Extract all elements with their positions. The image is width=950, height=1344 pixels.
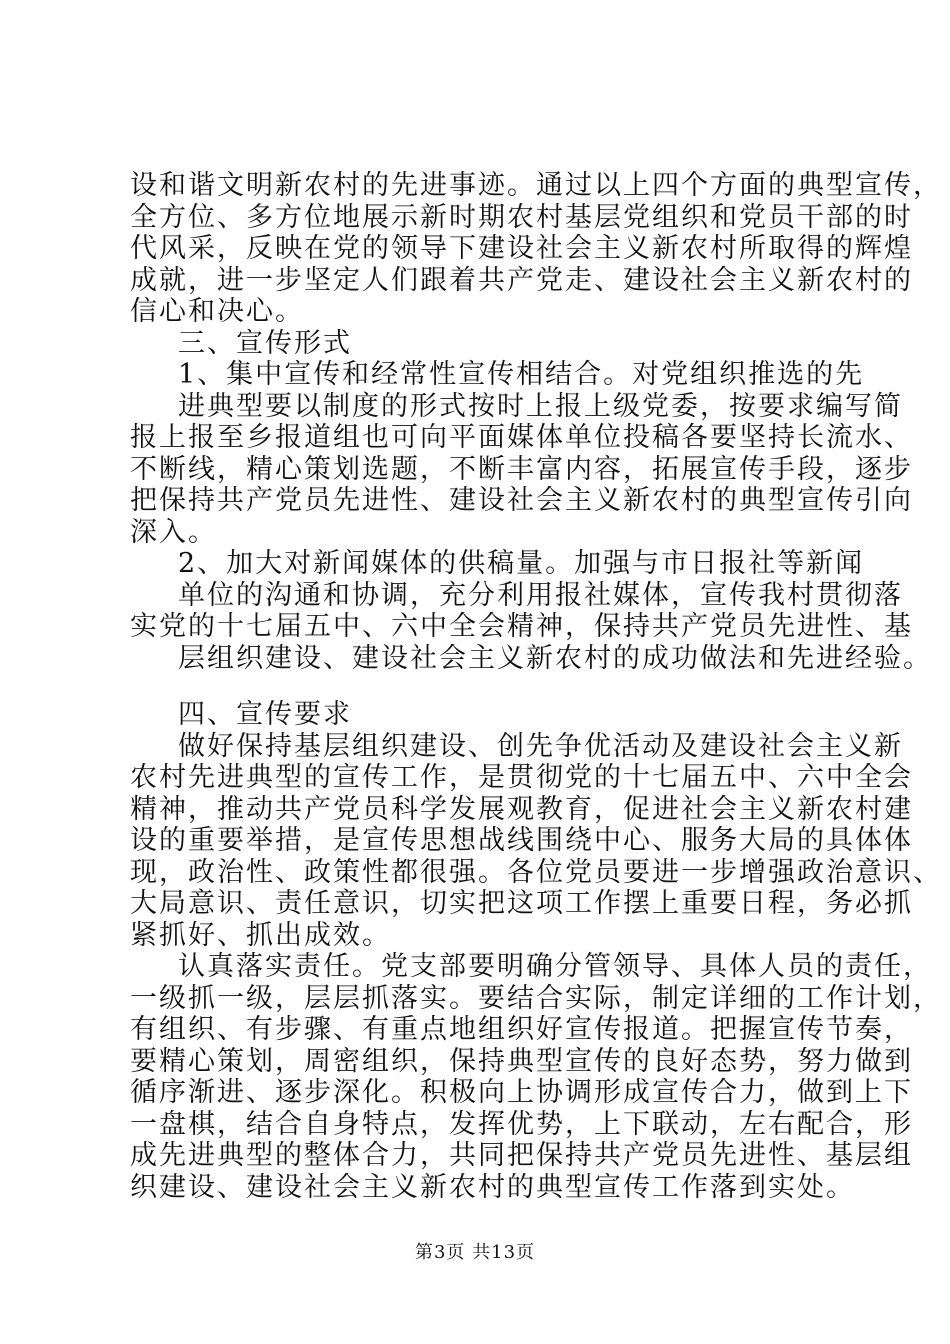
text-line: 报上报至乡报道组也可向平面媒体单位投稿各要坚持长流水、 [130, 422, 913, 453]
text-line: 织建设、建设社会主义新农村的典型宣传工作落到实处。 [130, 1172, 855, 1203]
text-line: 现，政治性、政策性都很强。各位党员要进一步增强政治意识、 [130, 857, 942, 888]
text-line: 设和谐文明新农村的先进事迹。通过以上四个方面的典型宣传， [130, 170, 942, 201]
page-number-footer: 第3页 共13页 [414, 1242, 536, 1263]
text-line: 有组织、有步骤、有重点地组织好宣传报道。把握宣传节奏， [130, 1014, 913, 1045]
text-line: 1、集中宣传和经常性宣传相结合。对党组织推选的先 [178, 359, 865, 390]
text-line: 认真落实责任。党支部要明确分管领导、具体人员的责任， [178, 951, 932, 982]
text-line: 大局意识、责任意识，切实把这项工作摆上重要日程，务必抓 [130, 888, 913, 919]
text-line: 成就，进一步坚定人们跟着共产党走、建设社会主义新农村的 [130, 265, 913, 296]
text-line: 农村先进典型的宣传工作，是贯彻党的十七届五中、六中全会 [130, 762, 913, 793]
text-line: 成先进典型的整体合力，共同把保持共产党员先进性、基层组 [130, 1140, 913, 1171]
text-line: 单位的沟通和协调，充分利用报社媒体，宣传我村贯彻落 [178, 580, 903, 611]
text-line: 做好保持基层组织建设、创先争优活动及建设社会主义新 [178, 731, 903, 762]
text-line: 代风采，反映在党的领导下建设社会主义新农村所取得的辉煌 [130, 233, 913, 264]
text-line: 把保持共产党员先进性、建设社会主义新农村的典型宣传引向 [130, 485, 913, 516]
text-line: 一级抓一级，层层抓落实。要结合实际，制定详细的工作计划， [130, 983, 942, 1014]
text-line: 设的重要举措，是宣传思想战线围绕中心、服务大局的具体体 [130, 825, 913, 856]
text-line: 紧抓好、抓出成效。 [130, 920, 391, 951]
text-line: 信心和决心。 [130, 296, 304, 327]
text-line: 循序渐进、逐步深化。积极向上协调形成宣传合力，做到上下 [130, 1077, 913, 1108]
text-line: 一盘棋，结合自身特点，发挥优势，上下联动，左右配合，形 [130, 1109, 913, 1140]
text-line: 进典型要以制度的形式按时上报上级党委，按要求编写简 [178, 391, 903, 422]
text-line: 层组织建设、建设社会主义新农村的成功做法和先进经验。 [178, 643, 932, 674]
text-line: 深入。 [130, 517, 217, 548]
text-line: 2、加大对新闻媒体的供稿量。加强与市日报社等新闻 [178, 548, 865, 579]
text-line: 全方位、多方位地展示新时期农村基层党组织和党员干部的时 [130, 202, 913, 233]
section-heading: 三、宣传形式 [178, 328, 352, 359]
text-line: 要精心策划，周密组织，保持典型宣传的良好态势，努力做到 [130, 1046, 913, 1077]
section-heading: 四、宣传要求 [178, 699, 352, 730]
text-line: 实党的十七届五中、六中全会精神，保持共产党员先进性、基 [130, 611, 913, 642]
text-line: 不断线，精心策划选题，不断丰富内容，拓展宣传手段，逐步 [130, 454, 913, 485]
text-line: 精神，推动共产党员科学发展观教育，促进社会主义新农村建 [130, 794, 913, 825]
